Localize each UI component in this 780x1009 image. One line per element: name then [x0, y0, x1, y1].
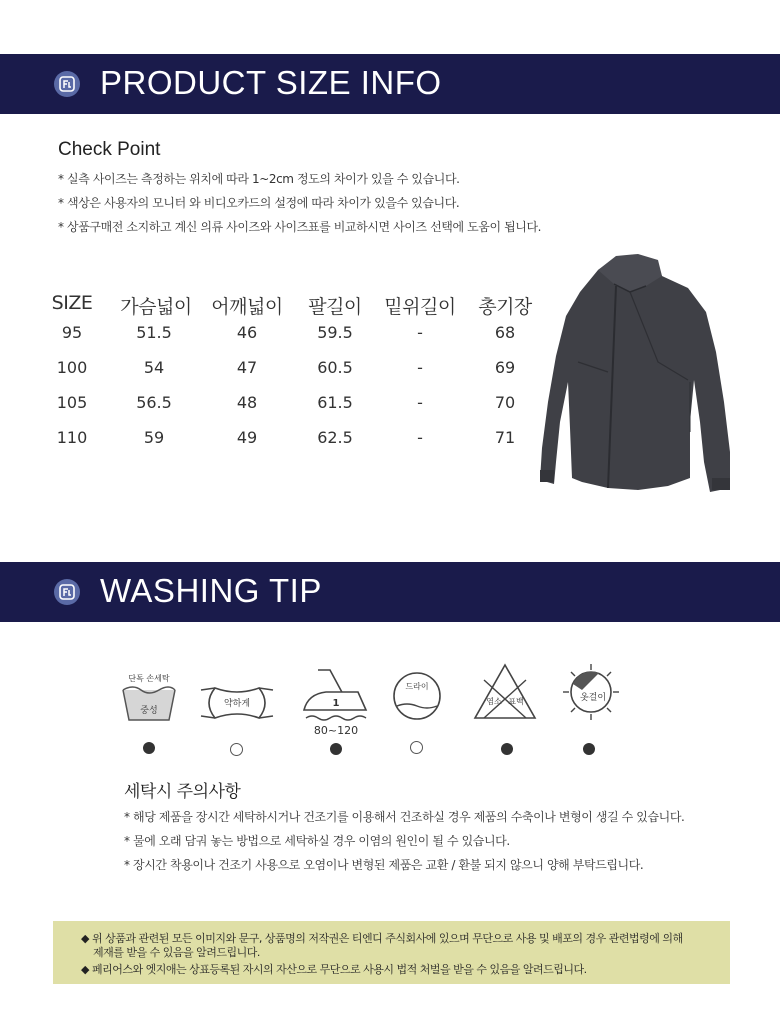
icon-label: 중성: [140, 706, 158, 716]
icon-label: 표백: [508, 697, 524, 706]
table-cell: 56.5: [136, 393, 172, 412]
table-cell: -: [417, 358, 423, 377]
icon-label: 드라이: [405, 682, 429, 691]
selected-indicator: [143, 742, 155, 754]
shade-dry-icon: [560, 662, 622, 722]
table-header: 팔길이: [308, 296, 362, 318]
copyright-notice: [53, 921, 730, 984]
unselected-indicator: [410, 741, 423, 754]
unselected-indicator: [230, 743, 243, 756]
washing-caution-note: * 장시간 착용이나 건조기 사용으로 오염이나 변형된 제품은 교환 / 환불 되지 않으니 양해 부탁드립니다.: [124, 858, 644, 872]
selected-indicator: [330, 743, 342, 755]
table-header: 총기장: [478, 296, 532, 318]
table-cell: 48: [236, 393, 258, 412]
notice-text: 제재를 받을 수 있음을 알려드립니다.: [93, 946, 260, 959]
table-cell: 105: [56, 393, 88, 412]
icon-label: 1: [332, 698, 340, 709]
table-cell: 49: [236, 428, 258, 447]
check-point-note: * 상품구매전 소지하고 계신 의류 사이즈와 사이즈표를 비교하시면 사이즈 선택에 도움이 됩니다.: [58, 220, 542, 234]
table-cell: -: [417, 428, 423, 447]
washing-caution-title: 세탁시 주의사항: [124, 782, 241, 802]
notice-text: ◆ 페리어스와 엣지애는 상표등록된 자시의 자산으로 무단으로 사용시 법적 처벌을 받을 수 있음을 알려드립니다.: [81, 963, 587, 976]
washing-tip-header: [0, 562, 780, 622]
table-cell: -: [417, 393, 423, 412]
bleach-icon: [472, 662, 538, 722]
brand-logo-icon: [54, 579, 80, 605]
table-cell: 59: [143, 428, 165, 447]
product-jacket-image: [538, 252, 734, 498]
check-point-note: * 실측 사이즈는 측정하는 위치에 따라 1~2cm 정도의 차이가 있을 수 있습니다.: [58, 172, 460, 186]
icon-label: 단독 손세탁: [128, 674, 170, 683]
table-header: 가슴넓이: [120, 296, 192, 318]
selected-indicator: [583, 743, 595, 755]
table-cell: 60.5: [317, 358, 353, 377]
table-header: 어깨넓이: [211, 296, 283, 318]
table-cell: 59.5: [317, 323, 353, 342]
icon-label: 옷걸이: [579, 693, 607, 703]
table-cell: 62.5: [317, 428, 353, 447]
size-info-header: [0, 54, 780, 114]
table-cell: 47: [236, 358, 258, 377]
table-cell: 95: [61, 323, 83, 342]
table-cell: 70: [494, 393, 516, 412]
washing-caution-note: * 물에 오래 담궈 놓는 방법으로 세탁하실 경우 이염의 원인이 될 수 있습니다.: [124, 834, 510, 848]
table-cell: 68: [494, 323, 516, 342]
table-cell: 54: [143, 358, 165, 377]
table-cell: 71: [494, 428, 516, 447]
brand-logo-icon: [54, 71, 80, 97]
check-point-title: Check Point: [58, 139, 161, 160]
table-header: SIZE: [51, 292, 93, 314]
table-cell: 51.5: [136, 323, 172, 342]
table-cell: 100: [56, 358, 88, 377]
table-cell: 110: [56, 428, 88, 447]
wring-icon: [199, 682, 275, 724]
table-cell: 69: [494, 358, 516, 377]
icon-label: 약하게: [223, 699, 251, 709]
table-cell: -: [417, 323, 423, 342]
notice-text: ◆ 위 상품과 관련된 모든 이미지와 문구, 상품명의 저작권은 티엔디 주식회사에 있으며 무단으로 사용 및 배포의 경우 관련법령에 의해: [81, 932, 683, 945]
table-cell: 46: [236, 323, 258, 342]
washing-caution-note: * 해당 제품을 장시간 세탁하시거나 건조기를 이용해서 건조하실 경우 제품의 수축이나 변형이 생길 수 있습니다.: [124, 810, 685, 824]
dry-clean-icon: [391, 670, 443, 722]
section-title: WASHING TIP: [100, 572, 322, 609]
hand-wash-icon: [119, 670, 179, 724]
check-point-note: * 색상은 사용자의 모니터 와 비디오카드의 설정에 따라 차이가 있을수 있습니다.: [58, 196, 460, 210]
iron-icon: [300, 666, 372, 738]
selected-indicator: [501, 743, 513, 755]
section-title: PRODUCT SIZE INFO: [100, 64, 442, 101]
table-cell: 61.5: [317, 393, 353, 412]
icon-label: 80~120: [313, 724, 359, 737]
icon-label: 염소: [486, 697, 502, 706]
table-header: 밑위길이: [384, 296, 456, 318]
